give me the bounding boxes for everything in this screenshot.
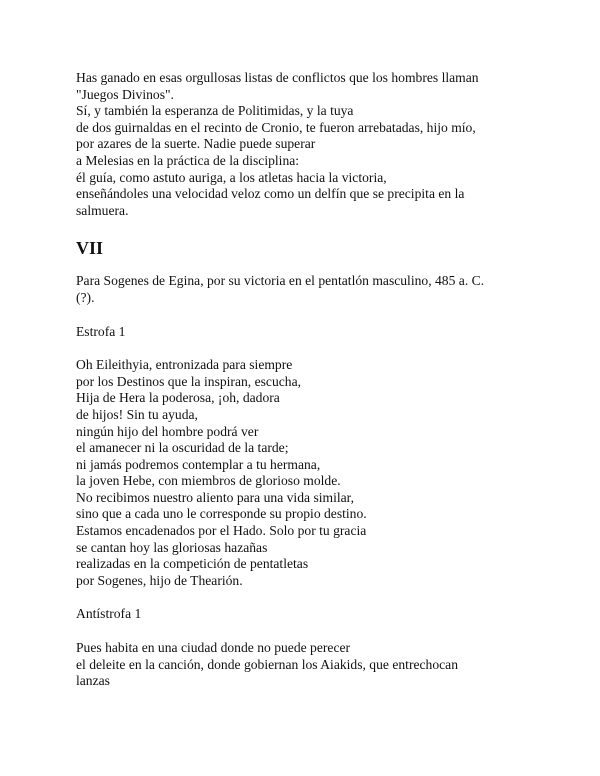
text-line: salmuera. (76, 202, 129, 218)
verse-line: Estamos encadenados por el Hado. Solo por tu gracia (76, 523, 367, 539)
text-line: él guía, como astuto auriga, a los atletas hacia la victoria, (76, 169, 387, 185)
text-line: enseñándoles una velocidad veloz como un delfín que se precipita en la (76, 186, 465, 202)
section-heading: VII (76, 238, 104, 259)
text-line: de dos guirnaldas en el recinto de Cronio, te fueron arrebatadas, hijo mío, (76, 119, 476, 135)
antistrophe-paragraph (76, 640, 546, 690)
document-page (76, 70, 546, 690)
verse-line: Oh Eileithyia, entronizada para siempre (76, 357, 293, 373)
text-line: por azares de la suerte. Nadie puede superar (76, 136, 316, 152)
verse-line: sino que a cada uno le corresponde su propio destino. (76, 506, 367, 522)
verse-line: ningún hijo del hombre podrá ver (76, 423, 259, 439)
text-line: Has ganado en esas orgullosas listas de conflictos que los hombres llaman (76, 70, 479, 85)
text-line: "Juegos Divinos". (76, 86, 174, 102)
strophe-paragraph (76, 357, 546, 589)
text-line: Sí, y también la esperanza de Politimidas, y la tuya (76, 103, 354, 119)
verse-line: se cantan hoy las gloriosas hazañas (76, 539, 268, 555)
antistrophe-label: Antístrofa 1 (76, 606, 142, 622)
verse-line: ni jamás podremos contemplar a tu hermana, (76, 456, 321, 472)
dedication-paragraph (76, 273, 546, 306)
verse-line: Pues habita en una ciudad donde no puede perecer (76, 640, 351, 656)
verse-line: la joven Hebe, con miembros de glorioso molde. (76, 473, 341, 489)
verse-line: realizadas en la competición de pentatletas (76, 556, 309, 572)
verse-line: de hijos! Sin tu ayuda, (76, 406, 198, 422)
verse-line: lanzas (76, 673, 110, 689)
verse-line: el deleite en la canción, donde gobiernan los Aiakids, que entrechocan (76, 656, 458, 672)
verse-line: Hija de Hera la poderosa, ¡oh, dadora (76, 390, 280, 406)
verse-line: No recibimos nuestro aliento para una vida similar, (76, 489, 355, 505)
intro-paragraph (76, 70, 546, 219)
strophe-label: Estrofa 1 (76, 323, 126, 339)
verse-line: el amanecer ni la oscuridad de la tarde; (76, 440, 289, 456)
text-line: (?). (76, 289, 95, 305)
text-line: a Melesias en la práctica de la disciplina: (76, 152, 300, 168)
verse-line: por los Destinos que la inspiran, escucha, (76, 373, 302, 389)
verse-line: por Sogenes, hijo de Thearión. (76, 572, 243, 588)
text-line: Para Sogenes de Egina, por su victoria en el pentatlón masculino, 485 a. C. (76, 273, 485, 289)
